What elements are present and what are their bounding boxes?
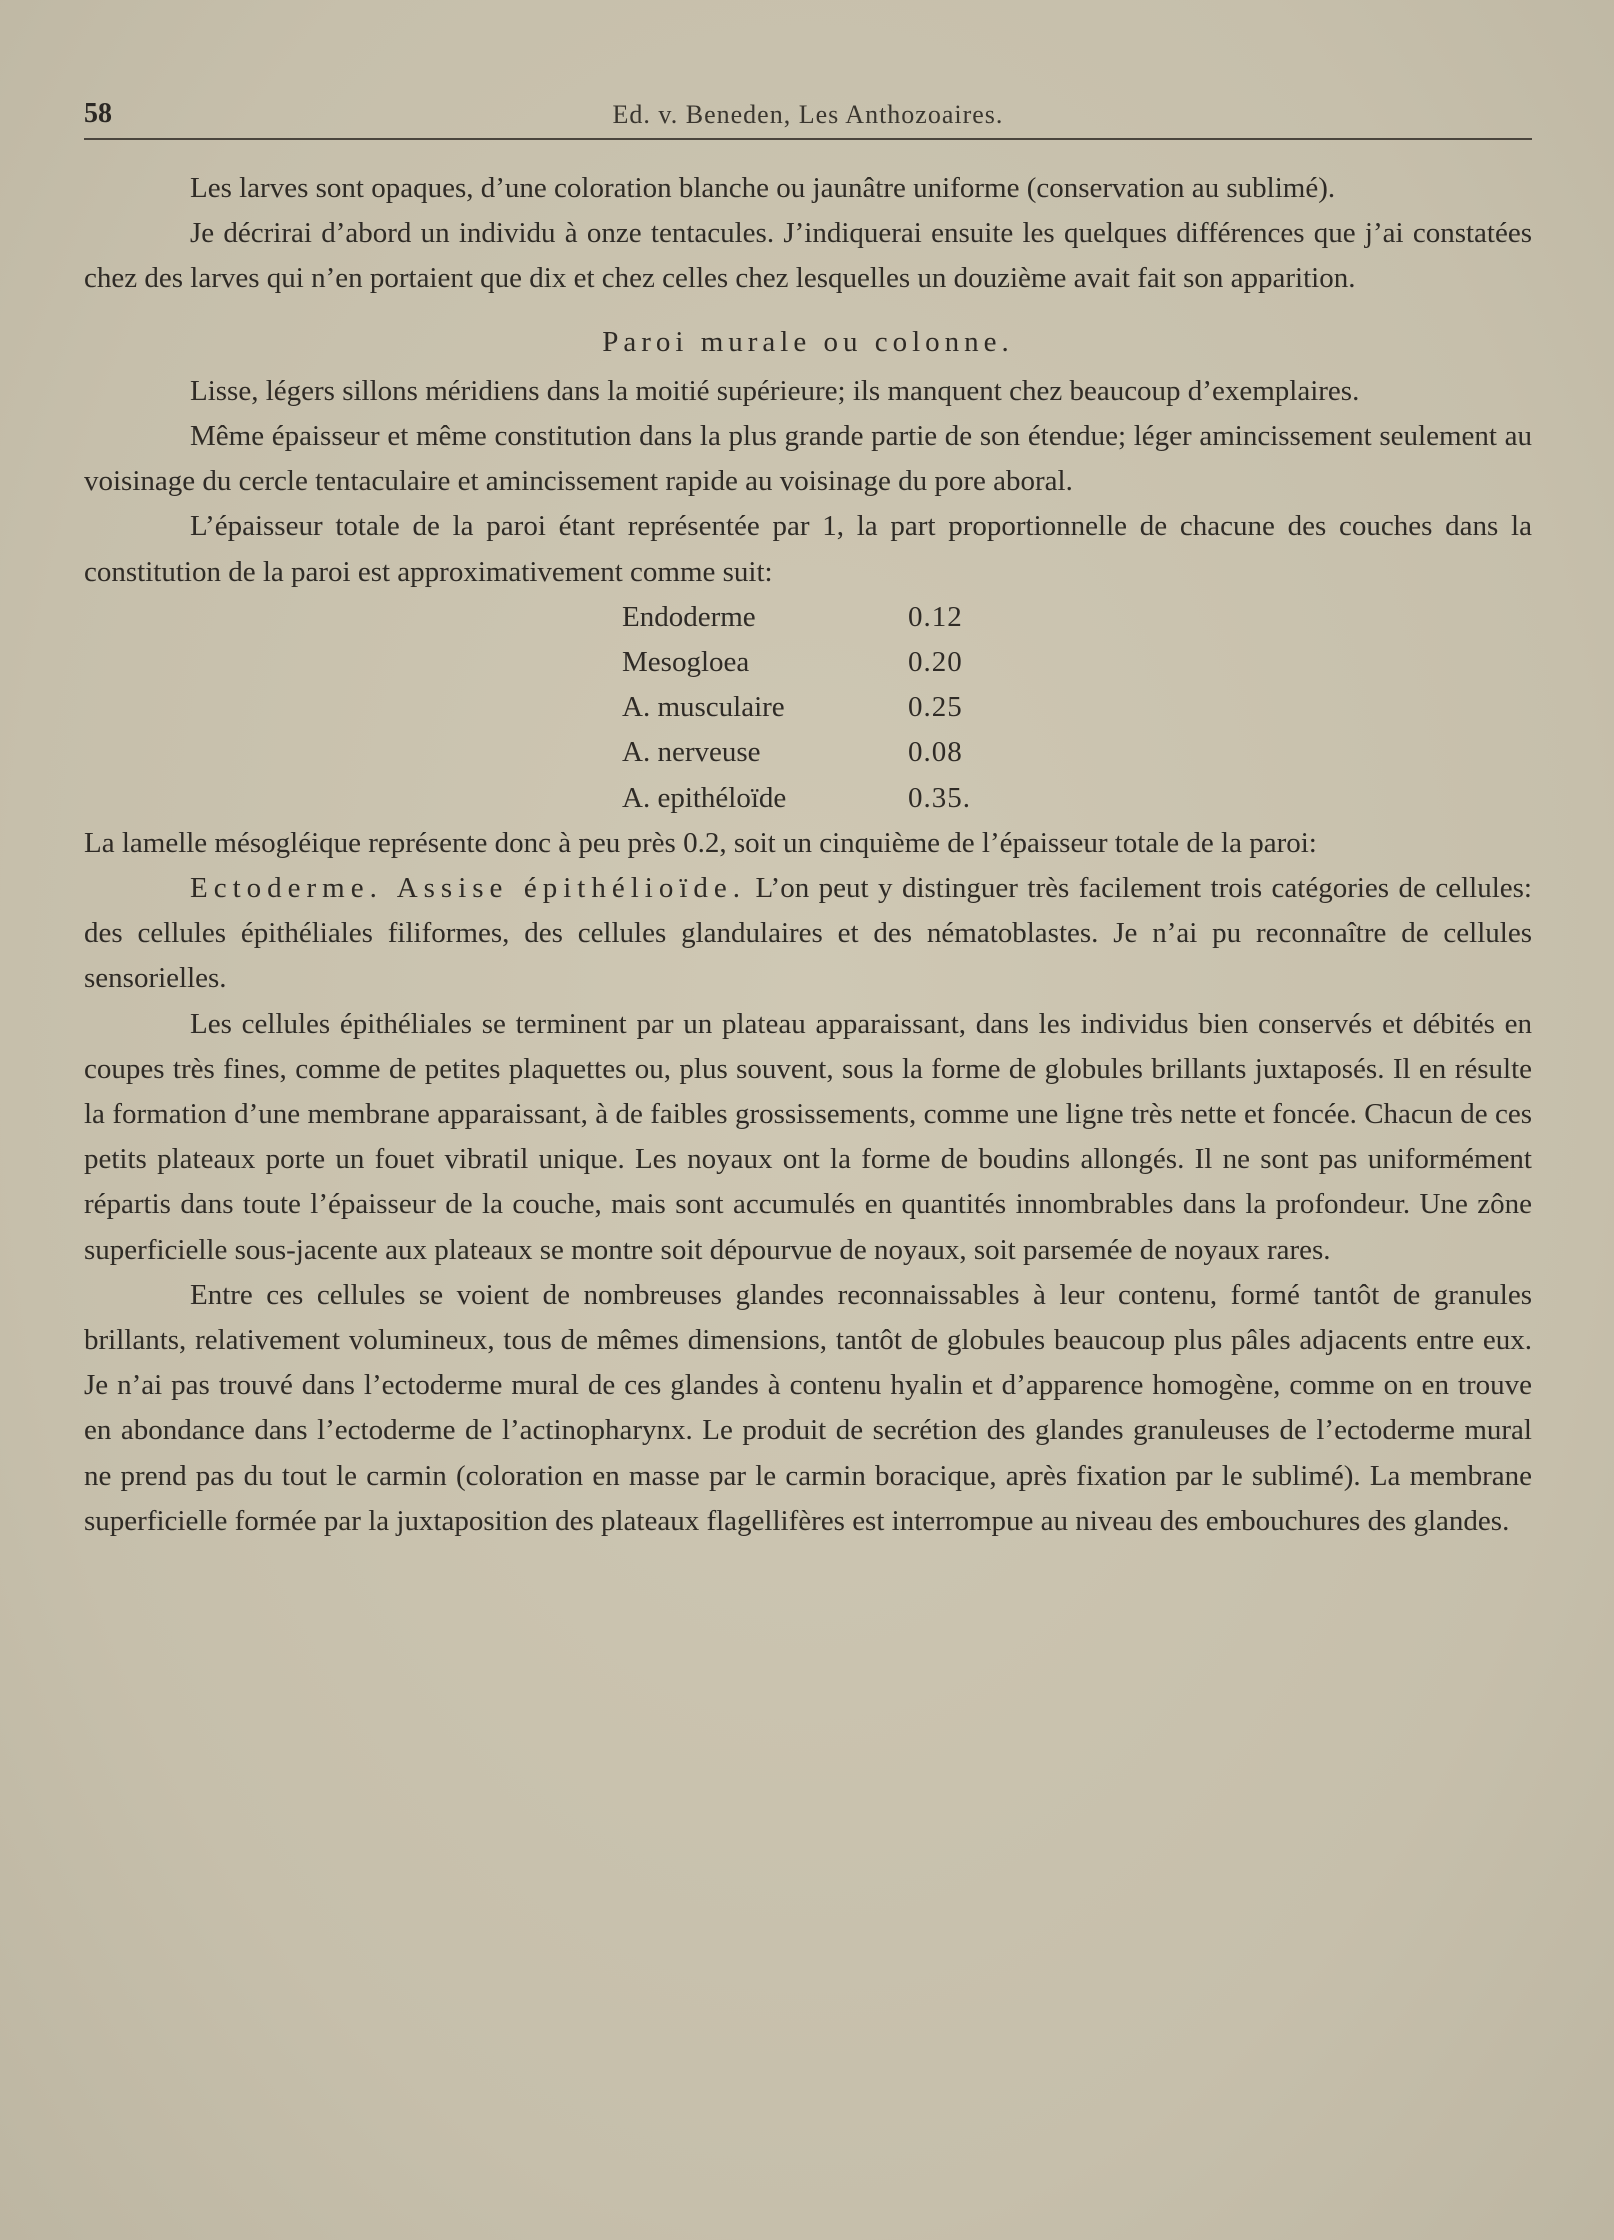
page-header	[84, 98, 1532, 140]
body-text	[84, 166, 1532, 1544]
paragraph-lisse: Lisse, légers sillons méridiens dans la moitié supérieure; ils manquent chez beaucoup d’exemplaires.	[190, 374, 1360, 407]
table-row	[622, 640, 971, 685]
paragraph-glandes: Entre ces cellules se voient de nombreuses glandes reconnaissables à leur contenu, formé tantôt de granules brillants, relativement volumineux, tous de mêmes dimensions, tantôt de globules beaucoup plus pâles adjacents entre eux. Je n’ai pas trouvé dans l’ectoderme mural de ces glandes à contenu hyalin et d’apparence homogène, comme on en trouve en abondance dans l’ectoderme de l’actinopharynx. Le produit de secrétion des glandes granuleuses de l’ectoderme mural ne prend pas du tout le carmin (coloration en masse par le carmin boracique, après fixation par le sublimé). La membrane superficielle formée par la juxtaposition des plateaux flagellifères est interrompue au niveau des embouchures des glandes.	[84, 1278, 1532, 1537]
paragraph-larves: Les larves sont opaques, d’une coloration blanche ou jaunâtre uniforme (conservation au sublimé).	[190, 172, 1336, 204]
layer-label: A. epithéloïde	[622, 781, 787, 814]
layer-value: 0.25	[908, 691, 963, 724]
ectoderme-text: L’on peut y distinguer très facilement trois catégories de cellules: des cellules épithéliales filiformes, des cellules glandulaires et des nématoblastes. Je n’ai pu reconnaître de cellules sensorielles.	[84, 872, 1532, 995]
layer-label: A. nerveuse	[622, 736, 761, 769]
layer-value: 0.20	[908, 646, 963, 679]
table-row	[622, 730, 971, 775]
ectoderme-heading: Ectoderme. Assise épithélioïde.	[190, 872, 747, 905]
layer-label: A. musculaire	[622, 691, 785, 724]
layer-value: 0.35.	[908, 781, 971, 814]
page-number: 58	[84, 98, 112, 129]
layer-value: 0.08	[908, 736, 963, 769]
table-row	[622, 685, 971, 730]
paragraph-cellules: Les cellules épithéliales se terminent par un plateau apparaissant, dans les individus bien conservés et débités en coupes très fines, comme de petites plaquettes ou, plus souvent, sous la forme de globules brillants juxtaposés. Il en résulte la formation d’une membrane apparaissant, à de faibles grossissements, comme une ligne très nette et foncée. Chacun de ces petits plateaux porte un fouet vibratil unique. Les noyaux ont la forme de boudins allongés. Il ne sont pas uniformément répartis dans toute l’épaisseur de la couche, mais sont accumulés en quantités innombrables dans la profondeur. Une zône superficielle sous-jacente aux plateaux se montre soit dépourvue de noyaux, soit parsemée de noyaux rares.	[84, 1007, 1532, 1266]
paragraph-epaisseur: Même épaisseur et même constitution dans la plus grande partie de son étendue; léger amincissement seulement au voisinage du cercle tentaculaire et amincissement rapide au voisinage du pore aboral.	[84, 420, 1532, 498]
table-row	[622, 776, 971, 821]
paragraph-lamelle: La lamelle mésogléique représente donc à peu près 0.2, soit un cinquième de l’épaisseur totale de la paroi:	[84, 826, 1317, 859]
layer-label: Mesogloea	[622, 646, 750, 679]
layer-value: 0.12	[908, 600, 963, 633]
paragraph-proportion-intro: L’épaisseur totale de la paroi étant représentée par 1, la part proportionnelle de chacune des couches dans la constitution de la paroi est approximativement comme suit:	[84, 510, 1532, 588]
paragraph-ectoderme	[84, 866, 1532, 1002]
paragraph-individu: Je décrirai d’abord un individu à onze tentacules. J’indiquerai ensuite les quelques différences que j’ai constatées chez des larves qui n’en portaient que dix et chez celles chez lesquelles un douzième avait fait son apparition.	[84, 217, 1532, 295]
layer-label: Endoderme	[622, 600, 756, 633]
proportions-table	[622, 595, 971, 821]
running-head: Ed. v. Beneden, Les Anthozoaires.	[612, 100, 1004, 129]
table-row	[622, 595, 971, 640]
section-title: Paroi murale ou colonne.	[602, 325, 1014, 358]
